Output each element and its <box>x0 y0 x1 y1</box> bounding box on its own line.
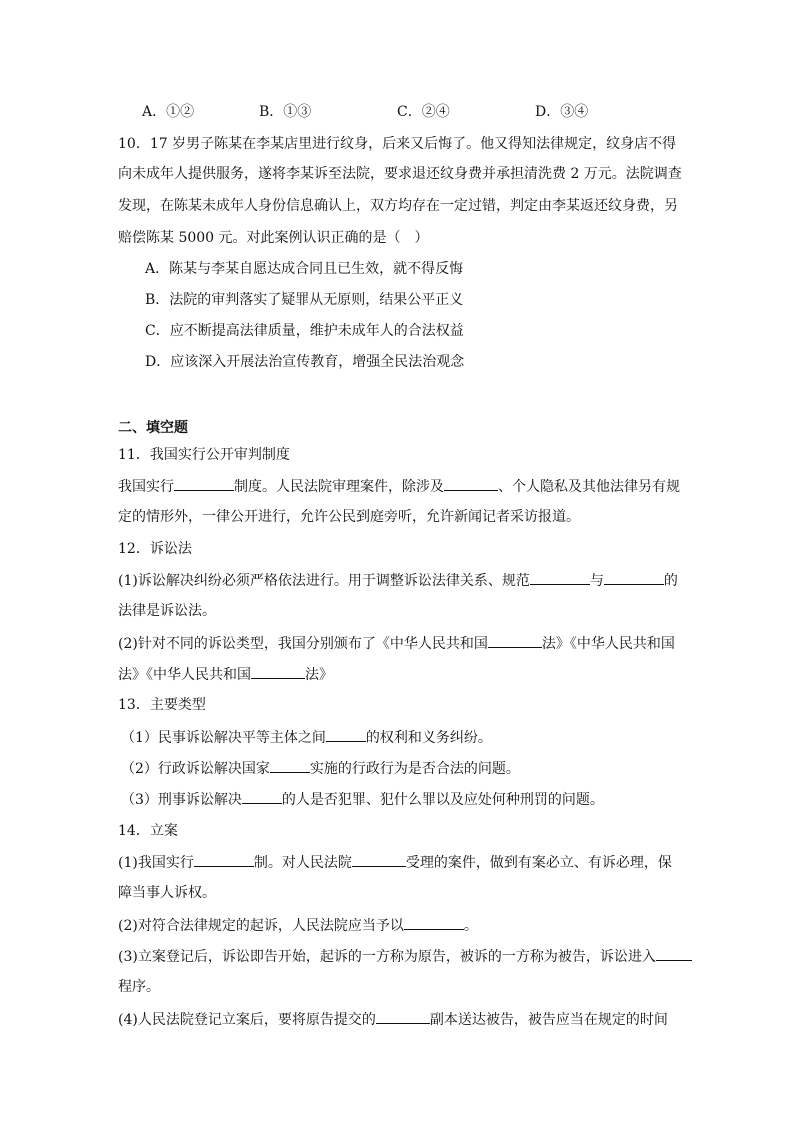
q13-text-2b: 实施的行政行为是否合法的问题。 <box>309 761 520 777</box>
q14-item-1-line-1 <box>118 852 678 873</box>
q14-text-7: (4)人民法院登记立案后，要将原告提交的 <box>118 1012 376 1028</box>
blank[interactable] <box>326 727 366 742</box>
q14-text-3: 受理的案件，做到有案必立、有诉必理，保 <box>405 855 672 871</box>
section-2-heading: 二、填空题 <box>118 420 188 436</box>
q9-option-a: A．①② <box>142 104 195 120</box>
q12-text-4: (2)针对不同的诉讼类型，我国分别颁布了《中华人民共和国 <box>118 636 488 652</box>
q12-text-1: (1)诉讼解决纠纷必须严格依法进行。用于调整诉讼法律关系、规范 <box>118 573 530 589</box>
q14-text-4: (2)对符合法律规定的起诉，人民法院应当予以 <box>118 918 404 934</box>
q12-text-7: 法》 <box>305 667 333 683</box>
q10-option-b: B．法院的审判落实了疑罪从无原则，结果公平正义 <box>145 292 464 308</box>
blank[interactable] <box>444 476 498 491</box>
q10-option-a: A．陈某与李某自愿达成合同且已生效，就不得反悔 <box>145 261 464 277</box>
blank[interactable] <box>194 852 254 867</box>
blank[interactable] <box>488 633 542 648</box>
q13-text-2a: （2）行政诉讼解决国家 <box>121 761 270 777</box>
q10-option-d: D．应该深入开展法治宣传教育，增强全民法治观念 <box>145 354 465 370</box>
q14-text-6: (3)立案登记后，诉讼即告开始，起诉的一方称为原告，被诉的一方称为被告，诉讼进入 <box>118 949 656 965</box>
blank[interactable] <box>352 852 406 867</box>
q9-option-d: D．③④ <box>535 104 589 120</box>
q14-title: 14．立案 <box>118 823 178 839</box>
q10-line-2: 向未成年人提供服务，遂将李某诉至法院，要求退还纹身费并承担清洗费 2 万元。法院调查 <box>118 166 682 182</box>
q12-text-2: 与 <box>589 573 604 589</box>
blank[interactable] <box>174 476 234 491</box>
q14-text-2: 制。对人民法院 <box>253 855 352 871</box>
q14-item-3-line-2: 程序。 <box>118 979 160 995</box>
blank[interactable] <box>251 664 305 679</box>
q14-item-2 <box>118 915 678 936</box>
q11-paragraph-line-2: 定的情形外，一律公开进行，允许公民到庭旁听，允许新闻记者采访报道。 <box>118 509 580 525</box>
q12-item-2-line-1 <box>118 633 678 654</box>
q12-item-2-line-2 <box>118 664 678 685</box>
blank[interactable] <box>404 915 464 930</box>
blank[interactable] <box>376 1009 430 1024</box>
q11-text-2: 制度。人民法院审理案件，除涉及 <box>234 479 444 495</box>
q11-paragraph-line-1 <box>118 476 678 497</box>
q10-line-4: 赔偿陈某 5000 元。对此案例认识正确的是（ ） <box>118 230 429 246</box>
q10-line-3: 发现，在陈某未成年人身份信息确认上，双方均存在一定过错，判定由李某返还纹身费，另 <box>118 198 678 214</box>
q13-title: 13．主要类型 <box>118 697 206 713</box>
q12-text-6: 法》《中华人民共和国 <box>118 667 251 683</box>
q12-item-1-line-2: 法律是诉讼法。 <box>118 603 216 619</box>
q14-text-1: (1)我国实行 <box>118 855 194 871</box>
q12-text-3: 的 <box>663 573 678 589</box>
q11-text-1: 我国实行 <box>118 479 174 495</box>
q9-options <box>0 102 794 122</box>
q13-item-1 <box>121 727 681 748</box>
q14-item-1-line-2: 障当事人诉权。 <box>118 885 216 901</box>
q11-text-3: 、个人隐私及其他法律另有规 <box>498 479 680 495</box>
q13-text-1b: 的权利和义务纠纷。 <box>365 730 492 746</box>
q14-item-4-line-1 <box>118 1009 678 1030</box>
q14-item-3-line-1 <box>118 946 678 967</box>
q13-text-3a: （3）刑事诉讼解决 <box>121 792 242 808</box>
q13-text-3b: 的人是否犯罪、犯什么罪以及应处何种刑罚的问题。 <box>281 792 604 808</box>
blank[interactable] <box>604 570 664 585</box>
q14-text-5: 。 <box>463 918 478 934</box>
blank[interactable] <box>270 758 310 773</box>
q12-item-1-line-1 <box>118 570 678 591</box>
q14-text-8: 副本送达被告，被告应当在规定的时间 <box>429 1012 668 1028</box>
q10-option-c: C．应不断提高法律质量，维护未成年人的合法权益 <box>145 323 464 339</box>
q12-title: 12．诉讼法 <box>118 541 192 557</box>
q12-text-5: 法》《中华人民共和国 <box>541 636 675 652</box>
blank[interactable] <box>242 789 282 804</box>
q13-item-3 <box>121 789 681 810</box>
blank[interactable] <box>530 570 590 585</box>
q11-title: 11．我国实行公开审判制度 <box>118 447 290 463</box>
q13-text-1a: （1）民事诉讼解决平等主体之间 <box>121 730 326 746</box>
blank[interactable] <box>656 946 692 961</box>
q10-line-1: 10．17 岁男子陈某在李某店里进行纹身，后来又后悔了。他又得知法律规定，纹身店不得 <box>118 136 677 152</box>
q9-option-c: C．②④ <box>397 104 450 120</box>
q13-item-2 <box>121 758 681 779</box>
q9-option-b: B．①③ <box>259 104 312 120</box>
